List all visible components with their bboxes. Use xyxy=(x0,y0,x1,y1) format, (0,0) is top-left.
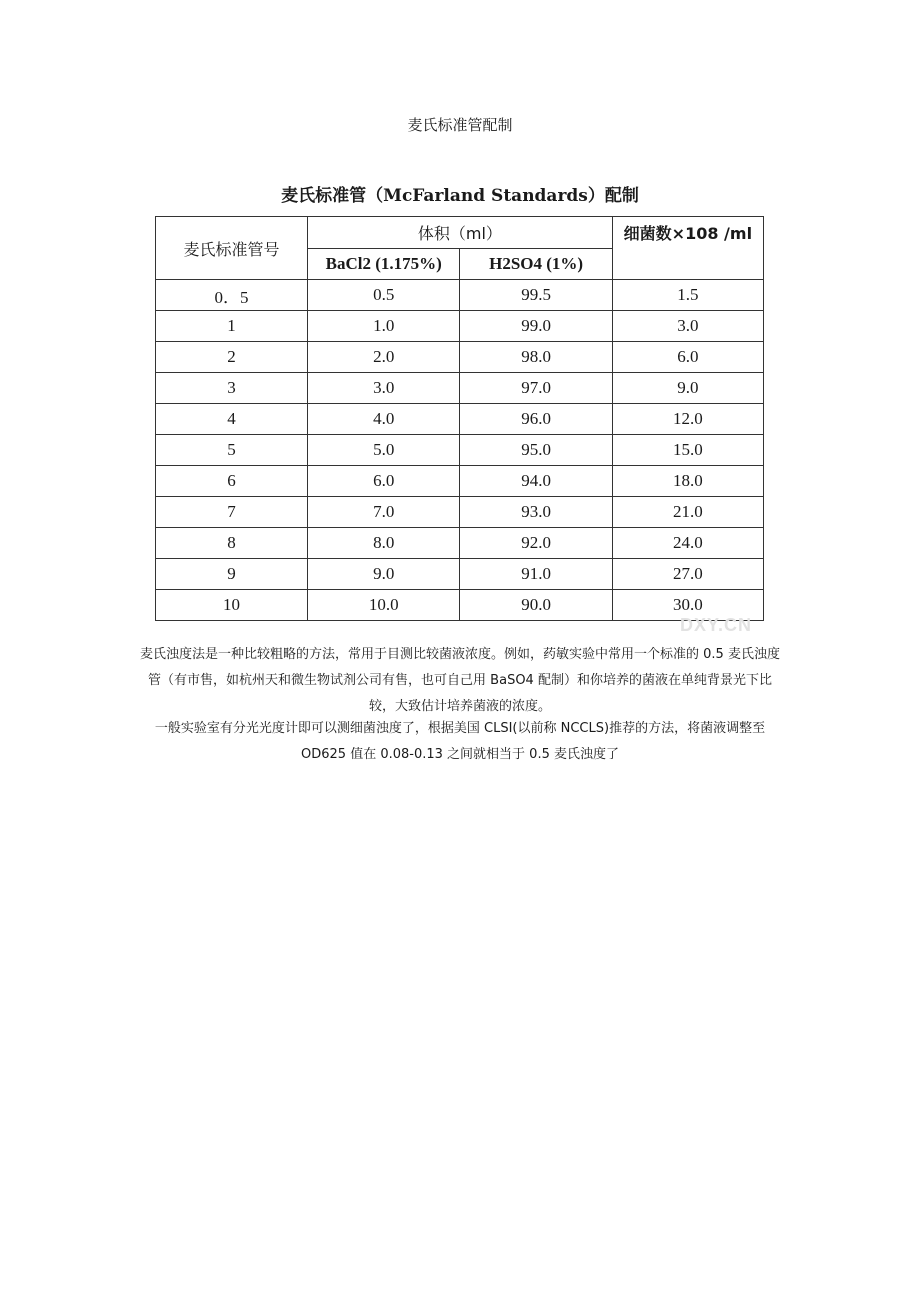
table-row xyxy=(156,311,764,342)
cell-tube-number: 3 xyxy=(156,373,308,404)
cell-tube-number: 8 xyxy=(156,528,308,559)
paragraph-mcfarland-method: 麦氏浊度法是一种比较粗略的方法，常用于目测比较菌液浓度。例如，药敏实验中常用一个标准的 0.5 麦氏浊度管（有市售，如杭州天和微生物试剂公司有售，也可自己用 BaSO4 配制）和你培养的菌液在单纯背景光下比较，大致估计培养菌液的浓度。 xyxy=(140,647,780,714)
cell-bacl2-volume: 7.0 xyxy=(308,497,460,528)
header-h2so4: H2SO4 (1%) xyxy=(460,248,612,280)
cell-h2so4-volume: 93.0 xyxy=(460,497,612,528)
cell-tube-number: 6 xyxy=(156,466,308,497)
cell-bacl2-volume: 3.0 xyxy=(308,373,460,404)
cell-tube-number: 5 xyxy=(156,435,308,466)
cell-tube-number: 7 xyxy=(156,497,308,528)
cell-bacteria-count: 12.0 xyxy=(612,404,763,435)
cell-tube-number: 2 xyxy=(156,342,308,373)
table-row xyxy=(156,466,764,497)
cell-h2so4-volume: 92.0 xyxy=(460,528,612,559)
table-row xyxy=(156,497,764,528)
cell-tube-number: 1 xyxy=(156,311,308,342)
cell-h2so4-volume: 91.0 xyxy=(460,559,612,590)
cell-bacl2-volume: 4.0 xyxy=(308,404,460,435)
header-bacteria-count: 细菌数×108 /ml xyxy=(612,217,763,280)
table-row xyxy=(156,559,764,590)
cell-tube-number: 4 xyxy=(156,404,308,435)
cell-bacl2-volume: 5.0 xyxy=(308,435,460,466)
cell-tube-number: 10 xyxy=(156,590,308,621)
cell-bacteria-count: 3.0 xyxy=(612,311,763,342)
dxy-watermark: DXY.CN xyxy=(680,615,753,635)
cell-h2so4-volume: 99.5 xyxy=(460,280,612,311)
cell-bacteria-count: 24.0 xyxy=(612,528,763,559)
cell-bacteria-count: 21.0 xyxy=(612,497,763,528)
cell-bacl2-volume: 1.0 xyxy=(308,311,460,342)
cell-bacl2-volume: 2.0 xyxy=(308,342,460,373)
table-row xyxy=(156,280,764,311)
cell-h2so4-volume: 97.0 xyxy=(460,373,612,404)
cell-h2so4-volume: 98.0 xyxy=(460,342,612,373)
cell-bacteria-count: 6.0 xyxy=(612,342,763,373)
cell-h2so4-volume: 90.0 xyxy=(460,590,612,621)
cell-bacteria-count: 18.0 xyxy=(612,466,763,497)
header-volume: 体积（ml） xyxy=(308,217,613,249)
table-row xyxy=(156,342,764,373)
table-row xyxy=(156,404,764,435)
cell-h2so4-volume: 94.0 xyxy=(460,466,612,497)
mcfarland-figure xyxy=(155,180,765,621)
header-tube-number: 麦氏标准管号 xyxy=(156,217,308,280)
table-row xyxy=(156,528,764,559)
cell-bacteria-count: 1.5 xyxy=(612,280,763,311)
table-row xyxy=(156,373,764,404)
document-title: 麦氏标准管配制 xyxy=(407,116,513,134)
cell-tube-number: 0．5 xyxy=(156,280,308,311)
header-row-1 xyxy=(156,217,764,249)
cell-bacl2-volume: 10.0 xyxy=(308,590,460,621)
table-title: 麦氏标准管（McFarland Standards）配制 xyxy=(281,186,639,206)
cell-bacl2-volume: 0.5 xyxy=(308,280,460,311)
header-bacl2: BaCl2 (1.175%) xyxy=(308,248,460,280)
table-row xyxy=(156,435,764,466)
cell-tube-number: 9 xyxy=(156,559,308,590)
cell-bacteria-count: 15.0 xyxy=(612,435,763,466)
cell-bacl2-volume: 6.0 xyxy=(308,466,460,497)
cell-bacteria-count: 27.0 xyxy=(612,559,763,590)
cell-bacteria-count: 9.0 xyxy=(612,373,763,404)
table-row xyxy=(156,590,764,621)
cell-bacteria-count: 30.0 xyxy=(612,590,763,621)
cell-h2so4-volume: 95.0 xyxy=(460,435,612,466)
cell-h2so4-volume: 96.0 xyxy=(460,404,612,435)
mcfarland-table xyxy=(155,216,764,621)
cell-bacl2-volume: 9.0 xyxy=(308,559,460,590)
paragraph-spectrophotometer: 一般实验室有分光光度计即可以测细菌浊度了，根据美国 CLSI(以前称 NCCLS)推荐的方法，将菌液调整至 OD625 值在 0.08-0.13 之间就相当于 0.5 麦氏浊度了 xyxy=(154,721,766,762)
cell-h2so4-volume: 99.0 xyxy=(460,311,612,342)
cell-bacl2-volume: 8.0 xyxy=(308,528,460,559)
